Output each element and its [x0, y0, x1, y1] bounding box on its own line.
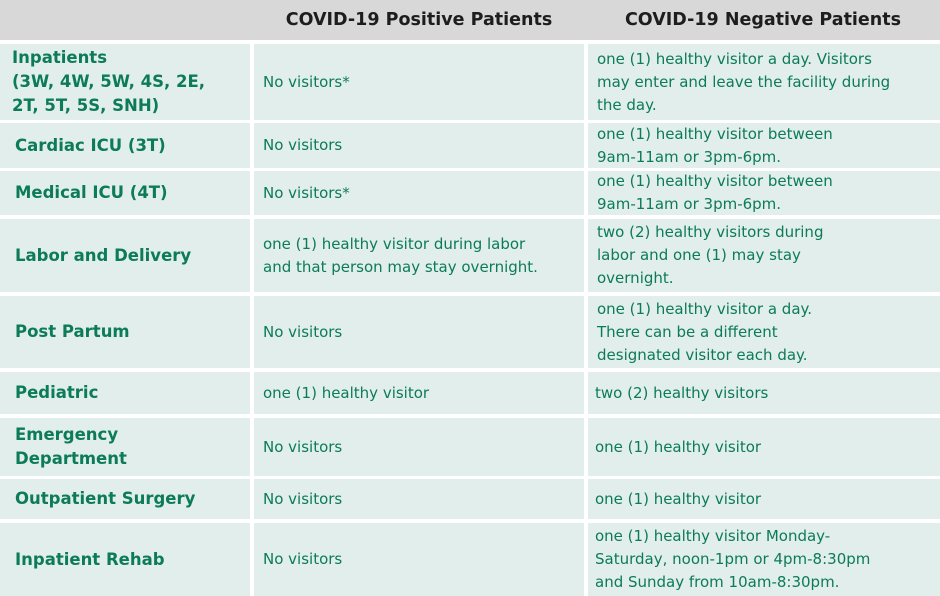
negative-medical-icu: one (1) healthy visitor between 9am-11am or 3pm-6pm.	[588, 171, 940, 215]
positive-emergency-department: No visitors	[254, 418, 584, 476]
positive-inpatients: No visitors*	[254, 44, 584, 120]
positive-pediatric: one (1) healthy visitor	[254, 372, 584, 414]
row-label-emergency-department: Emergency Department	[0, 418, 250, 476]
positive-inpatient-rehab: No visitors	[254, 523, 584, 596]
positive-cardiac-icu: No visitors	[254, 123, 584, 168]
negative-inpatient-rehab: one (1) healthy visitor Monday- Saturday, noon-1pm or 4pm-8:30pm and Sunday from 10am-8:30pm.	[588, 523, 940, 596]
negative-cardiac-icu: one (1) healthy visitor between 9am-11am or 3pm-6pm.	[588, 123, 940, 168]
row-label-inpatients: Inpatients (3W, 4W, 5W, 4S, 2E, 2T, 5T, 5S, SNH)	[0, 44, 250, 120]
negative-pediatric: two (2) healthy visitors	[588, 372, 940, 414]
row-label-cardiac-icu: Cardiac ICU (3T)	[0, 123, 250, 168]
positive-labor-delivery: one (1) healthy visitor during labor and that person may stay overnight.	[254, 219, 584, 292]
positive-post-partum: No visitors	[254, 296, 584, 368]
positive-medical-icu: No visitors*	[254, 171, 584, 215]
negative-inpatients: one (1) healthy visitor a day. Visitors may enter and leave the facility during the day.	[588, 44, 940, 120]
negative-emergency-department: one (1) healthy visitor	[588, 418, 940, 476]
positive-outpatient-surgery: No visitors	[254, 479, 584, 519]
header-negative-patients: COVID-19 Negative Patients	[586, 0, 940, 40]
row-label-labor-delivery: Labor and Delivery	[0, 219, 250, 292]
header-blank-cell	[0, 0, 252, 40]
row-label-pediatric: Pediatric	[0, 372, 250, 414]
row-label-post-partum: Post Partum	[0, 296, 250, 368]
negative-labor-delivery: two (2) healthy visitors during labor and one (1) may stay overnight.	[588, 219, 940, 292]
header-positive-patients: COVID-19 Positive Patients	[252, 0, 586, 40]
negative-outpatient-surgery: one (1) healthy visitor	[588, 479, 940, 519]
negative-post-partum: one (1) healthy visitor a day. There can be a different designated visitor each day.	[588, 296, 940, 368]
row-label-outpatient-surgery: Outpatient Surgery	[0, 479, 250, 519]
row-label-inpatient-rehab: Inpatient Rehab	[0, 523, 250, 596]
row-label-medical-icu: Medical ICU (4T)	[0, 171, 250, 215]
